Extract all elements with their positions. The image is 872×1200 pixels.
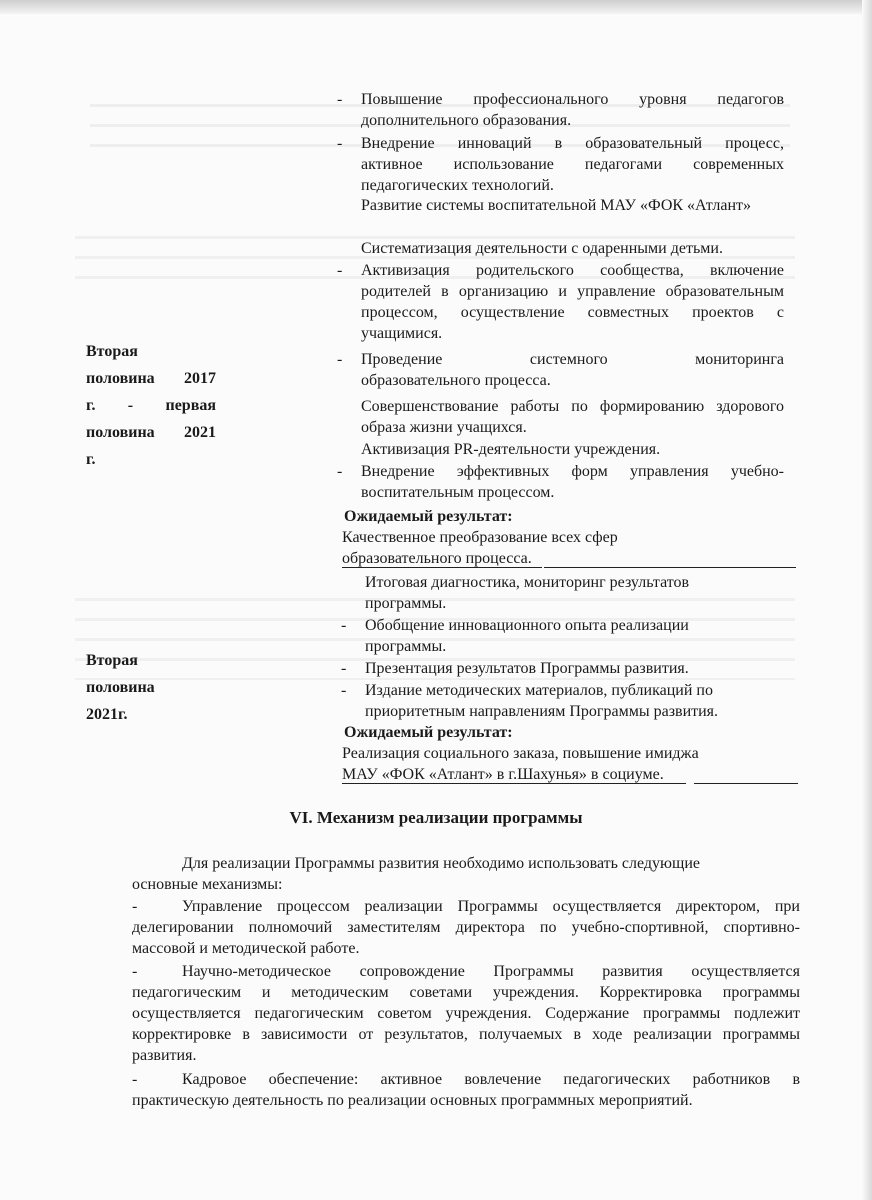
section-title: VI. Механизм реализации программы	[289, 808, 583, 827]
stage1-bullet-4: - Проведение системного мониторинга образовательного процесса.	[361, 349, 784, 391]
stage2-bullet-1: - Обобщение инновационного опыта реализации программы.	[365, 615, 785, 657]
section-intro: Для реализации Программы развития необходимо использовать следующие основные механизмы:	[132, 855, 700, 893]
scan-edge-top	[0, 0, 872, 14]
stage1-bullet-5: - Внедрение эффективных форм управления учебно- воспитательным процессом.	[361, 461, 784, 503]
stage2-bullet-2: - Презентация результатов Программы развития.	[365, 658, 785, 679]
period-label-1: Вторая половина 2017 г. - первая половина 2021 г.	[86, 343, 216, 468]
stage1-result-text: Качественное преобразование всех сфер образовательного процесса.	[342, 529, 618, 567]
stage1-result-underline	[342, 567, 542, 568]
stage2-result-underline	[694, 783, 798, 784]
stage1-text-3: Совершенствование работы по формированию здорового образа жизни учащихся.	[361, 398, 784, 436]
mechanism-item-3: - Кадровое обеспечение: активное вовлечение педагогических работников в практическую деятельность по реализации основных программных мероприятий.	[132, 1071, 800, 1109]
stage1-result-underline	[544, 567, 796, 568]
scan-edge-right	[862, 0, 872, 1200]
stage1-bullet-3: - Активизация родительского сообщества, включение родителей в организацию и управление образовательным процессом, осуществление совместных проектов с учащимися.	[361, 260, 784, 344]
stage1-bullet-2: - Внедрение инноваций в образовательный процесс, активное использование педагогами современных педагогических технологий.	[361, 133, 784, 196]
stage1-text-4: Активизация PR-деятельности учреждения.	[361, 441, 661, 458]
stage2-result-label: Ожидаемый результат:	[344, 724, 513, 741]
period-label-2: Вторая половина 2021г.	[86, 652, 155, 723]
stage2-result-underline	[342, 783, 686, 784]
mechanism-item-1: - Управление процессом реализации Программы осуществляется директором, при делегировании полномочий заместителям директора по учебно-спортивной, спортивно- массовой и методической работе.	[132, 898, 800, 957]
stage2-text-1: Итоговая диагностика, мониторинг результатов программы.	[365, 574, 690, 612]
stage1-text-2: Систематизация деятельности с одаренными детьми.	[361, 240, 723, 257]
stage2-result-text: Реализация социального заказа, повышение имиджа МАУ «ФОК «Атлант» в г.Шахунья» в социуме.	[342, 745, 699, 783]
stage1-bullet-1: - Повышение профессионального уровня педагогов дополнительного образования.	[361, 89, 784, 131]
stage1-result-label: Ожидаемый результат:	[344, 508, 513, 525]
stage2-bullet-3: - Издание методических материалов, публикаций по приоритетным направлениям Программы развития.	[365, 680, 785, 722]
mechanism-item-2: - Научно-методическое сопровождение Программы развития осуществляется педагогическим и методическим советами учреждения. Корректировка программы осуществляется педагогическим советом учреждения. Содержание программы подлежит корректировке в зависимости от результатов, получаемых в ходе реализации программы развития.	[132, 963, 800, 1064]
stage1-text-1: Развитие системы воспитательной МАУ «ФОК «Атлант»	[361, 197, 752, 214]
